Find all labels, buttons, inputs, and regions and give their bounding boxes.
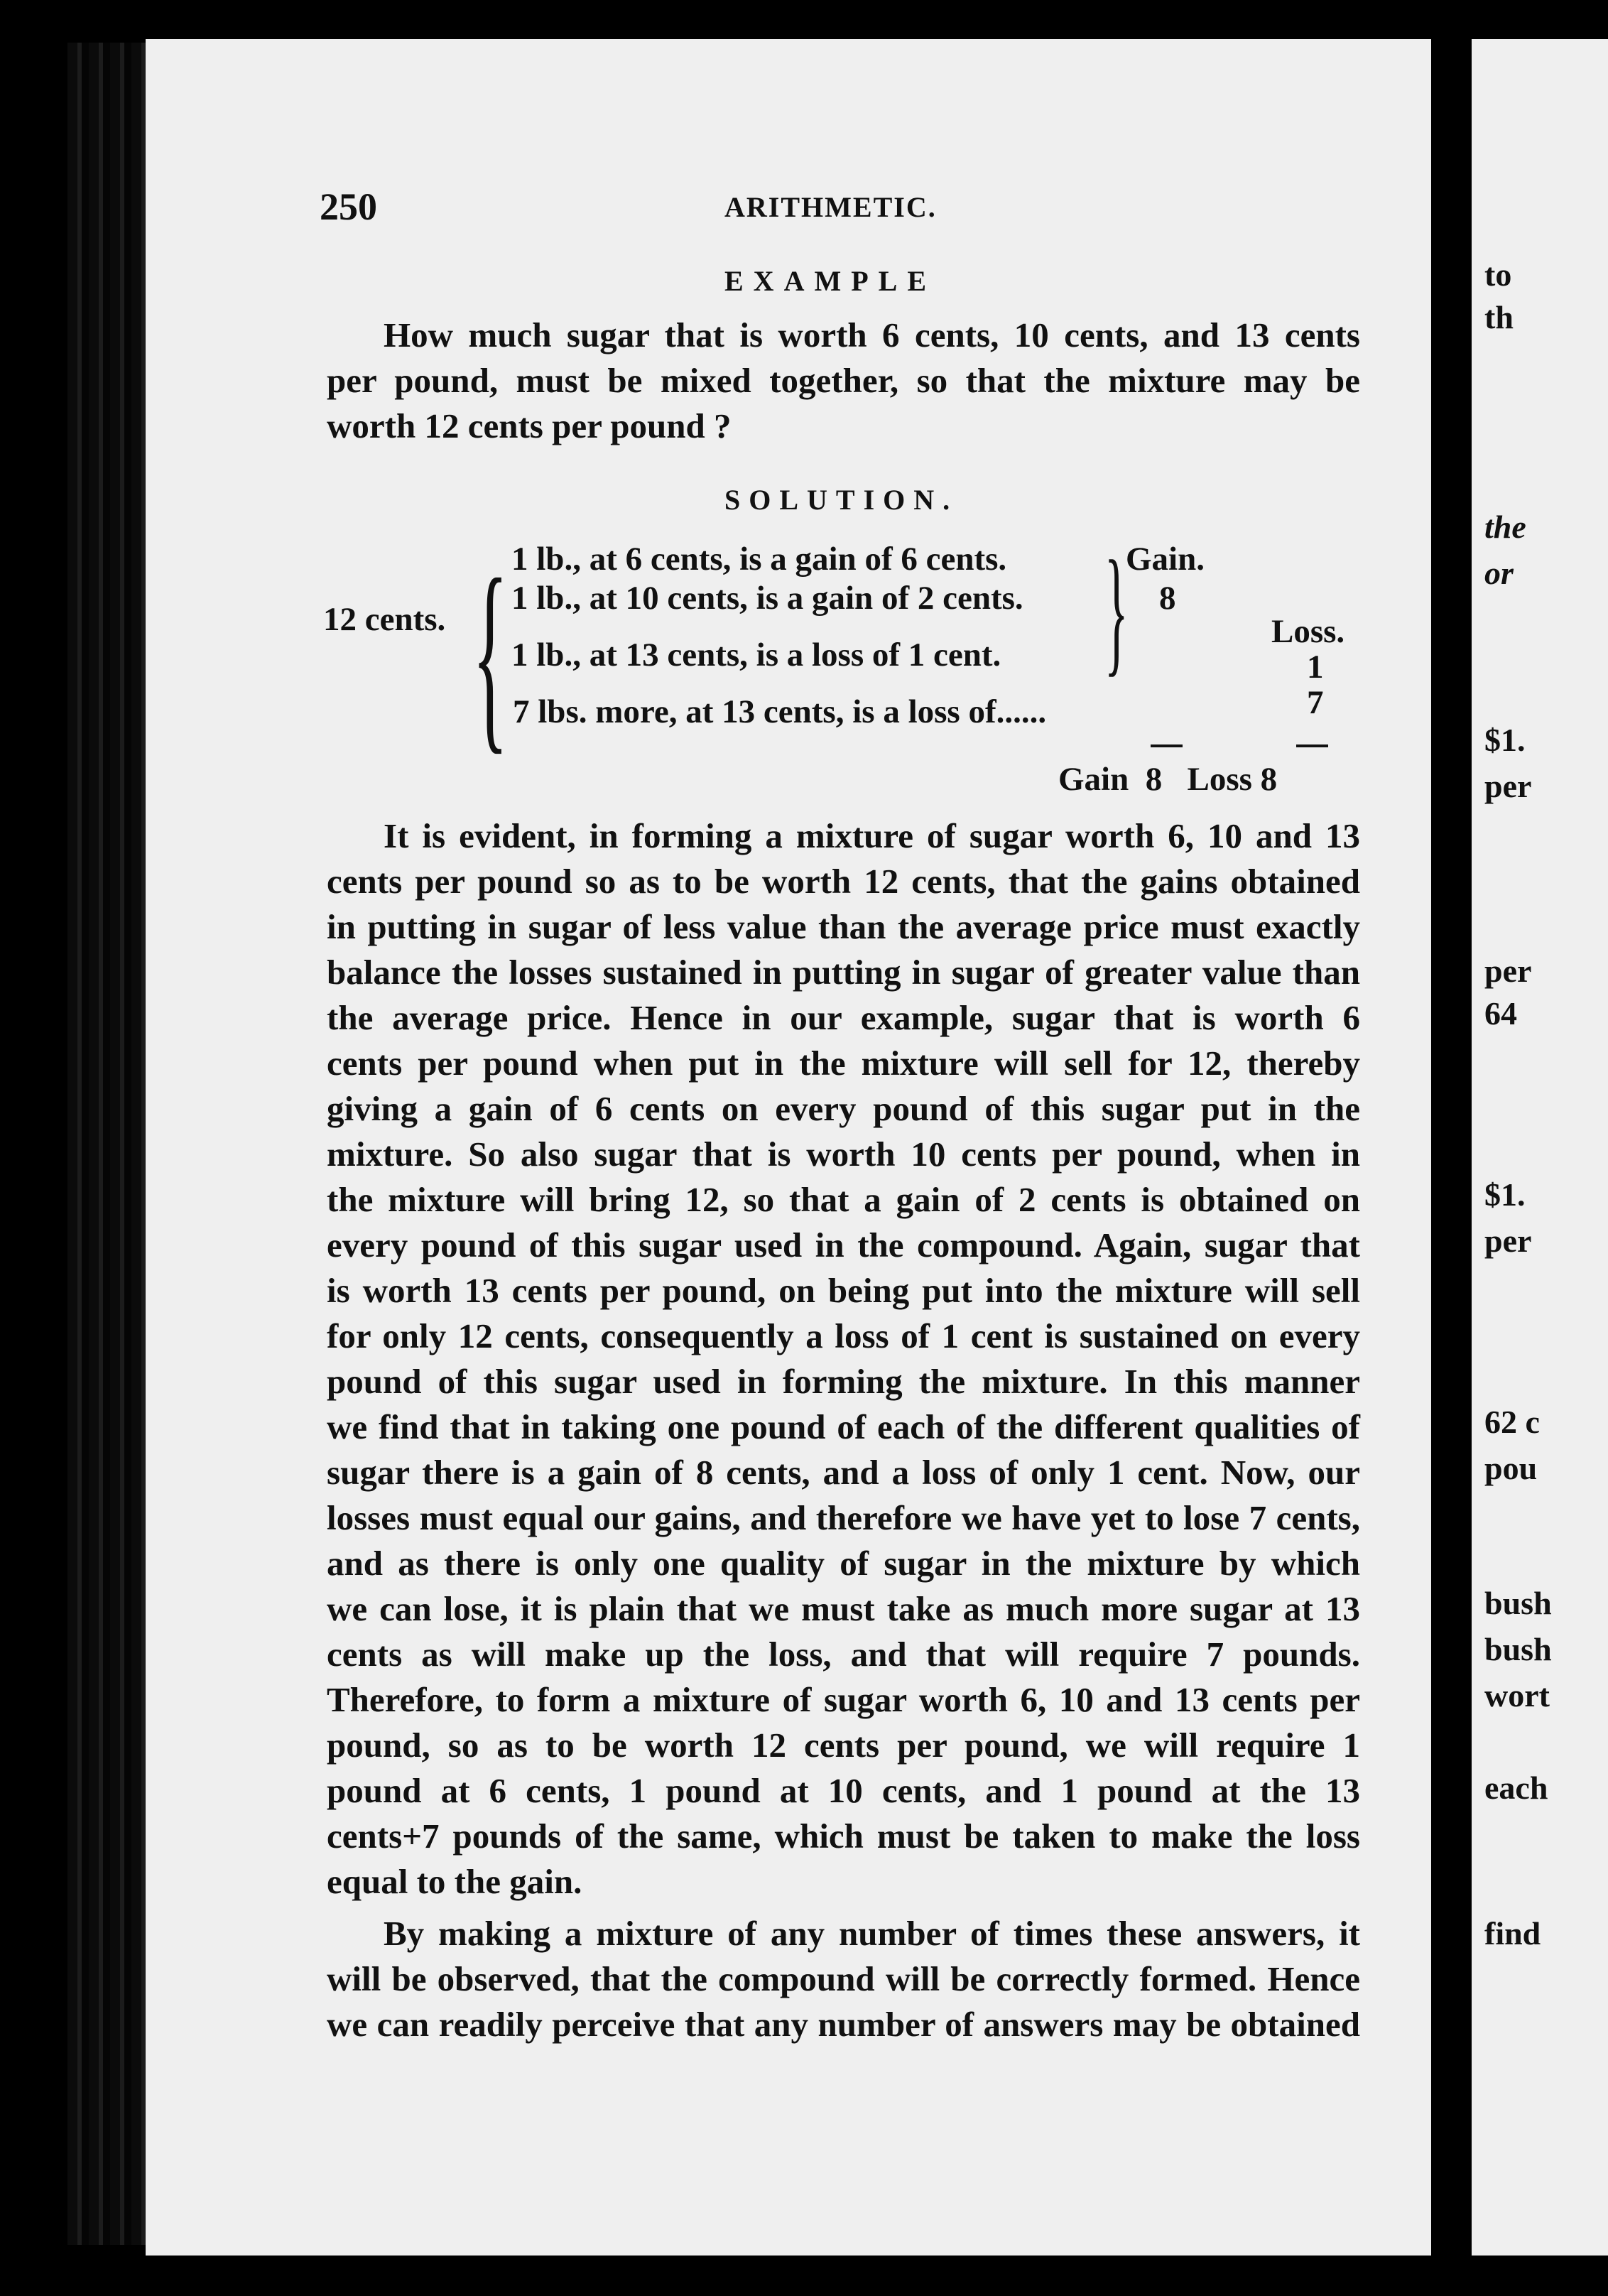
problem-line: per pound, must be mixed together, so that the mixture may be — [327, 361, 1360, 400]
solution-row: 1 lb., at 10 cents, is a gain of 2 cents. — [511, 580, 1023, 617]
text-line: pound, so as to be worth 12 cents per pound, we will require 1 — [327, 1726, 1360, 1765]
text-line: we find that in taking one pound of each of the different qualities of — [327, 1407, 1360, 1446]
text-line: cents+7 pounds of the same, which must be taken to make the loss — [327, 1816, 1360, 1856]
gain-header: Gain. — [1126, 541, 1205, 578]
text-line: the average price. Hence in our example, sugar that is worth 6 — [327, 998, 1360, 1037]
text-line: By making a mixture of any number of times these answers, it — [384, 1914, 1360, 1953]
paragraph-2 — [327, 1911, 1360, 2047]
right-page-fragment: $1. — [1484, 1176, 1526, 1213]
text-line: sugar there is a gain of 8 cents, and a loss of only 1 cent. Now, our — [327, 1453, 1360, 1492]
solution-row: 1 lb., at 6 cents, is a gain of 6 cents. — [511, 541, 1007, 578]
right-page-fragment: the — [1484, 509, 1526, 545]
right-page-fragment: 64 — [1484, 995, 1517, 1031]
loss-value: 7 — [1307, 684, 1324, 721]
text-line: cents per pound so as to be worth 12 cents, that the gains obtained — [327, 862, 1360, 901]
text-line: pound at 6 cents, 1 pound at 10 cents, and 1 pound at the 13 — [327, 1771, 1360, 1810]
right-page-fragment: wort — [1484, 1677, 1550, 1713]
text-line: and as there is only one quality of sugar in the mixture by which — [327, 1544, 1360, 1583]
text-line: for only 12 cents, consequently a loss of 1 cent is sustained on every — [327, 1316, 1360, 1355]
gain-rule — [1151, 744, 1183, 747]
problem-line: How much sugar that is worth 6 cents, 10 cents, and 13 cents — [384, 315, 1360, 354]
text-line: mixture. So also sugar that is worth 10 cents per pound, when in — [327, 1135, 1360, 1174]
loss-value: 1 — [1307, 649, 1324, 686]
price-label: 12 cents. — [323, 601, 446, 638]
book-gutter — [67, 43, 146, 2245]
solution-row: 1 lb., at 13 cents, is a loss of 1 cent. — [511, 637, 1001, 673]
text-line: giving a gain of 6 cents on every pound of this sugar put in the — [327, 1089, 1360, 1128]
right-page-fragment: pou — [1484, 1450, 1538, 1486]
right-page-fragment: find — [1484, 1915, 1541, 1951]
right-page-fragment: bush — [1484, 1631, 1552, 1667]
text-line: we can readily perceive that any number of answers may be obtained — [327, 2005, 1360, 2044]
text-line: losses must equal our gains, and therefore we have yet to lose 7 cents, — [327, 1498, 1360, 1537]
problem-statement — [327, 313, 1360, 449]
right-page-fragment: th — [1484, 299, 1514, 335]
right-page-fragment: per — [1484, 768, 1532, 804]
loss-rule — [1296, 744, 1328, 747]
right-page-fragment: to — [1484, 256, 1512, 293]
right-page-fragment: per — [1484, 1223, 1532, 1259]
right-brace: } — [1104, 532, 1129, 689]
paragraph-1 — [327, 813, 1360, 1905]
example-heading: EXAMPLE — [724, 265, 936, 297]
text-line: equal to the gain. — [327, 1862, 582, 1901]
text-line: cents as will make up the loss, and that will require 7 pounds. — [327, 1635, 1360, 1674]
text-line: cents per pound when put in the mixture will sell for 12, thereby — [327, 1044, 1360, 1083]
page-number: 250 — [320, 185, 377, 228]
right-page-edge — [1472, 39, 1608, 2256]
text-line: the mixture will bring 12, so that a gain of 2 cents is obtained on — [327, 1180, 1360, 1219]
right-page-fragment: each — [1484, 1770, 1548, 1806]
text-line: Therefore, to form a mixture of sugar worth 6, 10 and 13 cents per — [327, 1680, 1360, 1719]
solution-heading: SOLUTION. — [724, 484, 959, 516]
text-line: in putting in sugar of less value than the average price must exactly — [327, 907, 1360, 946]
text-line: pound of this sugar used in forming the mixture. In this manner — [327, 1362, 1360, 1401]
text-line: is worth 13 cents per pound, on being put into the mixture will sell — [327, 1271, 1360, 1310]
left-brace: { — [472, 536, 509, 771]
right-page-fragment: $1. — [1484, 722, 1526, 758]
solution-row: 7 lbs. more, at 13 cents, is a loss of...... — [513, 693, 1047, 730]
right-page-fragment: bush — [1484, 1585, 1552, 1621]
right-page-fragment: or — [1484, 555, 1514, 591]
running-head: ARITHMETIC. — [724, 191, 937, 223]
text-line: every pound of this sugar used in the compound. Again, sugar that — [327, 1225, 1360, 1265]
right-page-fragment: 62 c — [1484, 1404, 1540, 1440]
right-page-fragment: per — [1484, 953, 1532, 989]
totals-row: Gain 8 Loss 8 — [1058, 761, 1278, 798]
loss-header: Loss. — [1271, 613, 1345, 650]
text-line: will be observed, that the compound will be correctly formed. Hence — [327, 1959, 1360, 1998]
text-line: balance the losses sustained in putting in sugar of greater value than — [327, 953, 1360, 992]
text-line: we can lose, it is plain that we must take as much more sugar at 13 — [327, 1589, 1360, 1628]
gain-value: 8 — [1159, 580, 1176, 617]
problem-line: worth 12 cents per pound ? — [327, 406, 732, 445]
text-line: It is evident, in forming a mixture of sugar worth 6, 10 and 13 — [384, 816, 1360, 855]
